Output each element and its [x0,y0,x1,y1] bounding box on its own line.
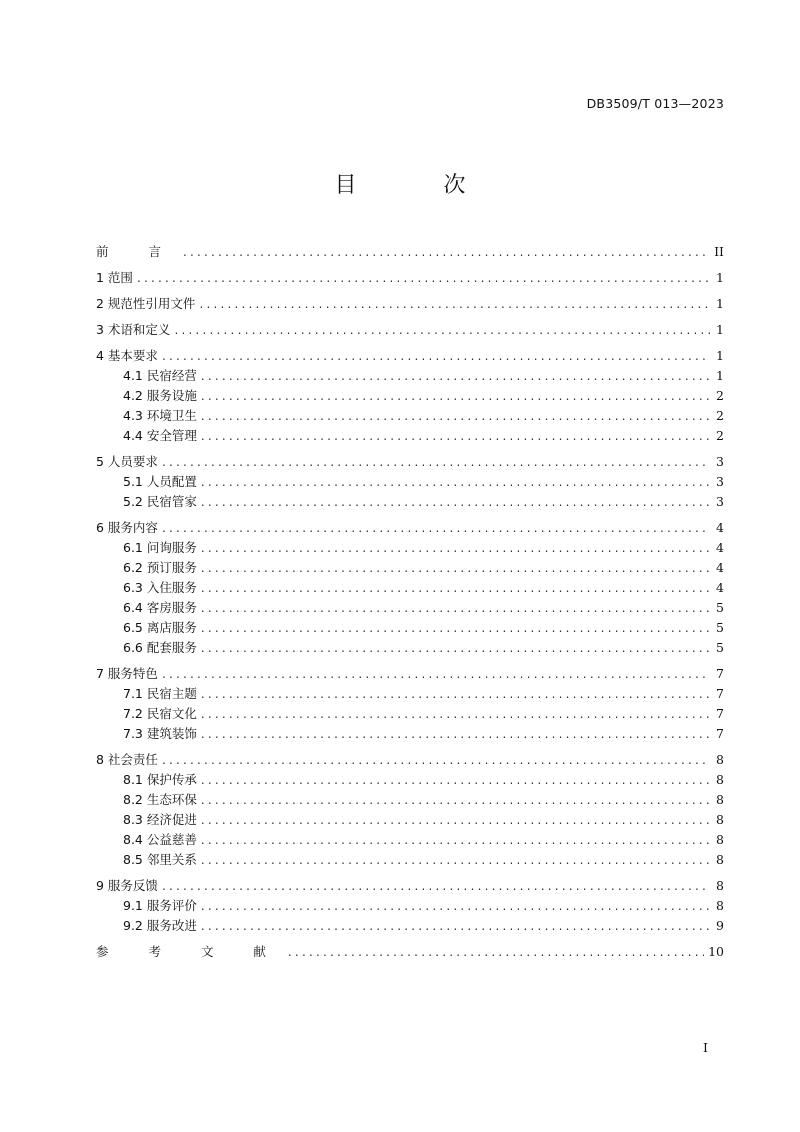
dot-leader [201,707,710,721]
toc-entry-label: 9.2 服务改进 [123,918,197,933]
toc-entry-page: 8 [716,792,724,807]
toc-entry-page: 3 [716,494,724,509]
dot-leader [162,667,710,681]
toc-entry-page: 8 [716,772,724,787]
toc-entry[interactable] [96,704,724,724]
toc-entry-page: 2 [716,428,724,443]
dot-leader [201,687,710,701]
toc-entry-label: 6.4 客房服务 [123,600,197,615]
toc-entry-page: 8 [716,898,724,913]
toc-entry-label: 8.5 邻里关系 [123,852,197,867]
toc-entry[interactable] [96,618,724,638]
toc-entry-label: 7.3 建筑装饰 [123,726,197,741]
toc-entry-label: 4.1 民宿经营 [123,368,197,383]
dot-leader [137,271,710,285]
dot-leader [201,369,710,383]
toc-entry-label: 7.1 民宿主题 [123,686,197,701]
document-code: DB3509/T 013—2023 [586,96,724,111]
toc-entry[interactable] [96,406,724,426]
toc-entry-page: 1 [716,296,724,311]
toc-entry-label: 5 人员要求 [96,454,158,469]
dot-leader [201,813,710,827]
toc-entry-page: 2 [716,408,724,423]
dot-leader [201,727,710,741]
toc-entry-label: 前 言 [96,244,179,259]
dot-leader [162,521,710,535]
dot-leader [201,561,710,575]
toc-entry-page: 5 [716,600,724,615]
toc-entry-page: 3 [716,474,724,489]
toc-entry-page: 7 [716,706,724,721]
dot-leader [162,455,710,469]
toc-entry-page: 7 [716,686,724,701]
toc-entry[interactable] [96,472,724,492]
dot-leader [201,773,710,787]
toc-entry-label: 8 社会责任 [96,752,158,767]
toc-entry-page: 3 [716,454,724,469]
dot-leader [288,945,704,959]
toc-entry-page: 7 [716,666,724,681]
dot-leader [199,297,710,311]
toc-entry[interactable] [96,896,724,916]
toc-entry-page: 8 [716,752,724,767]
table-of-contents [96,242,724,962]
toc-entry-label: 8.4 公益慈善 [123,832,197,847]
toc-entry-page: 8 [716,852,724,867]
toc-entry[interactable] [96,638,724,658]
toc-entry[interactable] [96,724,724,744]
toc-entry-label: 4.2 服务设施 [123,388,197,403]
toc-entry-page: II [714,244,724,259]
toc-entry-page: 1 [716,270,724,285]
toc-entry-label: 4.4 安全管理 [123,428,197,443]
toc-entry-page: 9 [716,918,724,933]
dot-leader [162,879,710,893]
toc-entry-page: 4 [716,580,724,595]
dot-leader [201,409,710,423]
toc-entry-page: 1 [716,368,724,383]
dot-leader [201,621,710,635]
toc-entry-label: 9.1 服务评价 [123,898,197,913]
dot-leader [201,389,710,403]
toc-entry[interactable] [96,320,724,340]
toc-entry-label: 4.3 环境卫生 [123,408,197,423]
toc-entry-page: 10 [708,944,724,959]
toc-entry[interactable] [96,426,724,446]
toc-entry-label: 6.1 问询服务 [123,540,197,555]
toc-entry[interactable] [96,346,724,366]
dot-leader [201,601,710,615]
toc-entry[interactable] [96,750,724,770]
toc-entry-page: 4 [716,520,724,535]
toc-entry[interactable] [96,366,724,386]
toc-entry-label: 6.3 入住服务 [123,580,197,595]
toc-entry[interactable] [96,830,724,850]
toc-entry-page: 4 [716,560,724,575]
toc-entry-page: 2 [716,388,724,403]
toc-entry-label: 2 规范性引用文件 [96,296,196,311]
toc-entry-page: 5 [716,640,724,655]
dot-leader [174,323,710,337]
dot-leader [201,641,710,655]
toc-entry-label: 8.2 生态环保 [123,792,197,807]
toc-entry-label: 8.1 保护传承 [123,772,197,787]
toc-entry[interactable] [96,558,724,578]
toc-entry[interactable] [96,664,724,684]
toc-entry[interactable] [96,942,724,962]
toc-entry-page: 8 [716,832,724,847]
toc-entry[interactable] [96,242,724,262]
toc-entry-page: 5 [716,620,724,635]
toc-entry[interactable] [96,492,724,512]
dot-leader [201,793,710,807]
page-number: I [703,1040,708,1055]
toc-entry-page: 8 [716,812,724,827]
toc-entry-label: 6.2 预订服务 [123,560,197,575]
toc-entry-page: 8 [716,878,724,893]
toc-entry[interactable] [96,810,724,830]
dot-leader [201,475,710,489]
dot-leader [201,919,710,933]
toc-entry[interactable] [96,452,724,472]
dot-leader [183,245,710,259]
toc-entry-label: 8.3 经济促进 [123,812,197,827]
toc-entry[interactable] [96,268,724,288]
toc-entry-label: 5.1 人员配置 [123,474,197,489]
toc-entry-label: 7 服务特色 [96,666,158,681]
dot-leader [201,833,710,847]
dot-leader [201,429,710,443]
toc-entry[interactable] [96,916,724,936]
dot-leader [162,349,710,363]
toc-entry-page: 1 [716,348,724,363]
toc-entry[interactable] [96,770,724,790]
dot-leader [201,853,710,867]
toc-entry[interactable] [96,518,724,538]
toc-entry[interactable] [96,578,724,598]
toc-entry-label: 6.6 配套服务 [123,640,197,655]
toc-entry-label: 9 服务反馈 [96,878,158,893]
toc-entry[interactable] [96,684,724,704]
toc-entry-page: 1 [716,322,724,337]
toc-entry-label: 1 范围 [96,270,133,285]
toc-entry-page: 7 [716,726,724,741]
toc-entry-label: 4 基本要求 [96,348,158,363]
toc-entry-label: 5.2 民宿管家 [123,494,197,509]
dot-leader [201,541,710,555]
toc-entry[interactable] [96,386,724,406]
dot-leader [162,753,710,767]
dot-leader [201,495,710,509]
toc-entry[interactable] [96,876,724,896]
toc-entry-page: 4 [716,540,724,555]
toc-entry-label: 6.5 离店服务 [123,620,197,635]
toc-entry[interactable] [96,294,724,314]
toc-entry[interactable] [96,538,724,558]
page-title: 目 次 [334,173,506,198]
toc-entry-label: 7.2 民宿文化 [123,706,197,721]
toc-entry-label: 3 术语和定义 [96,322,171,337]
dot-leader [201,581,710,595]
toc-entry[interactable] [96,790,724,810]
dot-leader [201,899,710,913]
toc-entry-label: 参 考 文 献 [96,944,284,959]
toc-entry[interactable] [96,598,724,618]
toc-entry[interactable] [96,850,724,870]
toc-entry-label: 6 服务内容 [96,520,158,535]
